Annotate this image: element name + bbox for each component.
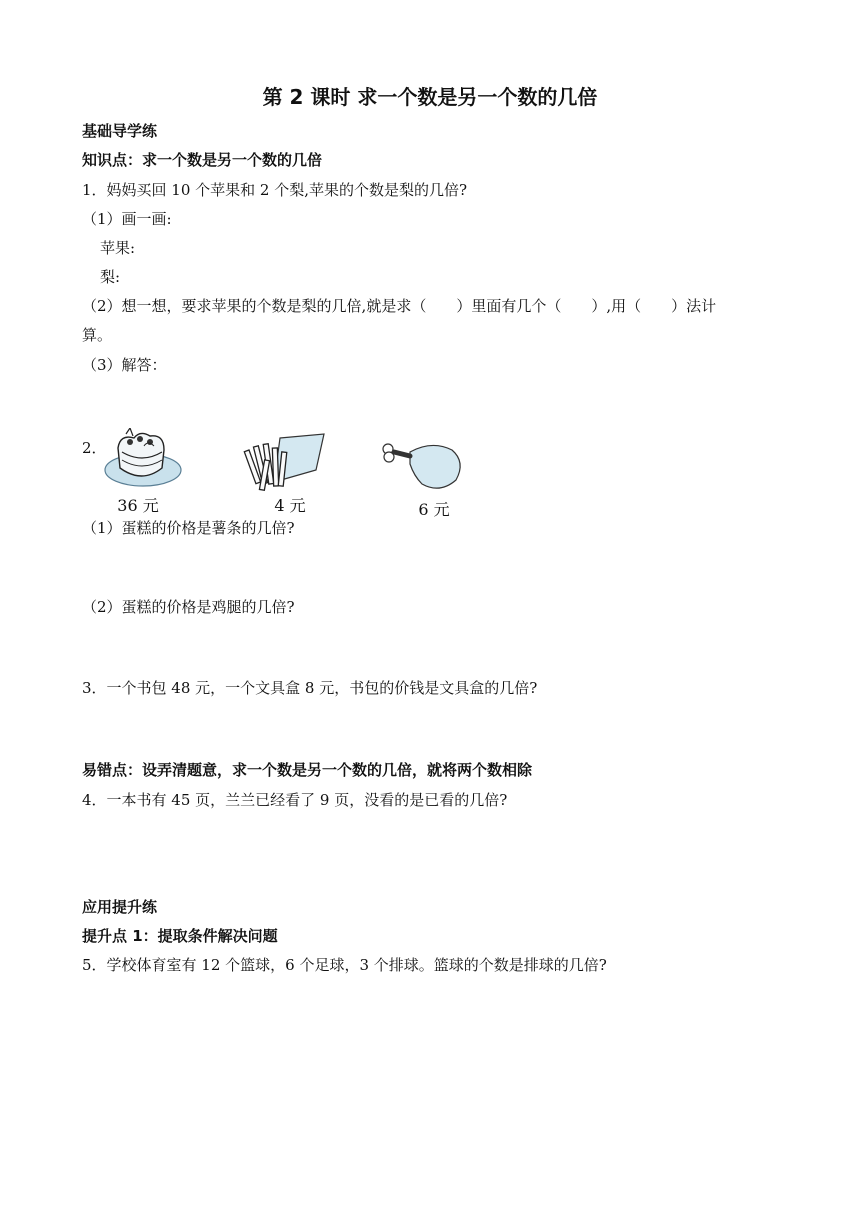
cake-icon (100, 428, 184, 496)
knowledge-point: 知识点：求一个数是另一个数的几倍 (82, 151, 323, 169)
question-5: 5．学校体育室有 12 个篮球，6 个足球，3 个排球。篮球的个数是排球的几倍? (82, 956, 607, 974)
pear-label: 梨: (100, 268, 121, 286)
question-2-sub-2: （2）蛋糕的价格是鸡腿的几倍? (82, 598, 295, 616)
apple-label: 苹果: (100, 239, 136, 257)
question-1-stem: 1．妈妈买回 10 个苹果和 2 个梨,苹果的个数是梨的几倍? (82, 181, 468, 199)
question-3: 3．一个书包 48 元，一个文具盒 8 元，书包的价钱是文具盒的几倍? (82, 679, 538, 697)
section-heading-application: 应用提升练 (82, 898, 158, 916)
question-1-part-1: （1）画一画: (82, 210, 172, 228)
chicken-leg-price: 6 元 (418, 500, 450, 519)
mistake-point: 易错点：设弄清题意，求一个数是另一个数的几倍，就将两个数相除 (82, 761, 533, 779)
fries-icon (240, 430, 330, 496)
question-1-part-2-cont: 算。 (82, 326, 113, 344)
section-heading-basic: 基础导学练 (82, 122, 158, 140)
chicken-leg-icon (380, 436, 472, 498)
fries-price: 4 元 (274, 496, 306, 515)
cake-price: 36 元 (117, 496, 159, 515)
page-title: 第 2 课时 求一个数是另一个数的几倍 (262, 85, 598, 109)
question-2-sub-1: （1）蛋糕的价格是薯条的几倍? (82, 519, 295, 537)
question-1-part-2: （2）想一想，要求苹果的个数是梨的几倍,就是求（ ）里面有几个（ ）,用（ ）法计 (82, 297, 717, 315)
question-1-part-3: （3）解答： (82, 356, 167, 374)
question-2-number: 2． (82, 439, 107, 457)
improvement-point: 提升点 1：提取条件解决问题 (82, 927, 278, 945)
question-4: 4．一本书有 45 页，兰兰已经看了 9 页，没看的是已看的几倍? (82, 791, 508, 809)
